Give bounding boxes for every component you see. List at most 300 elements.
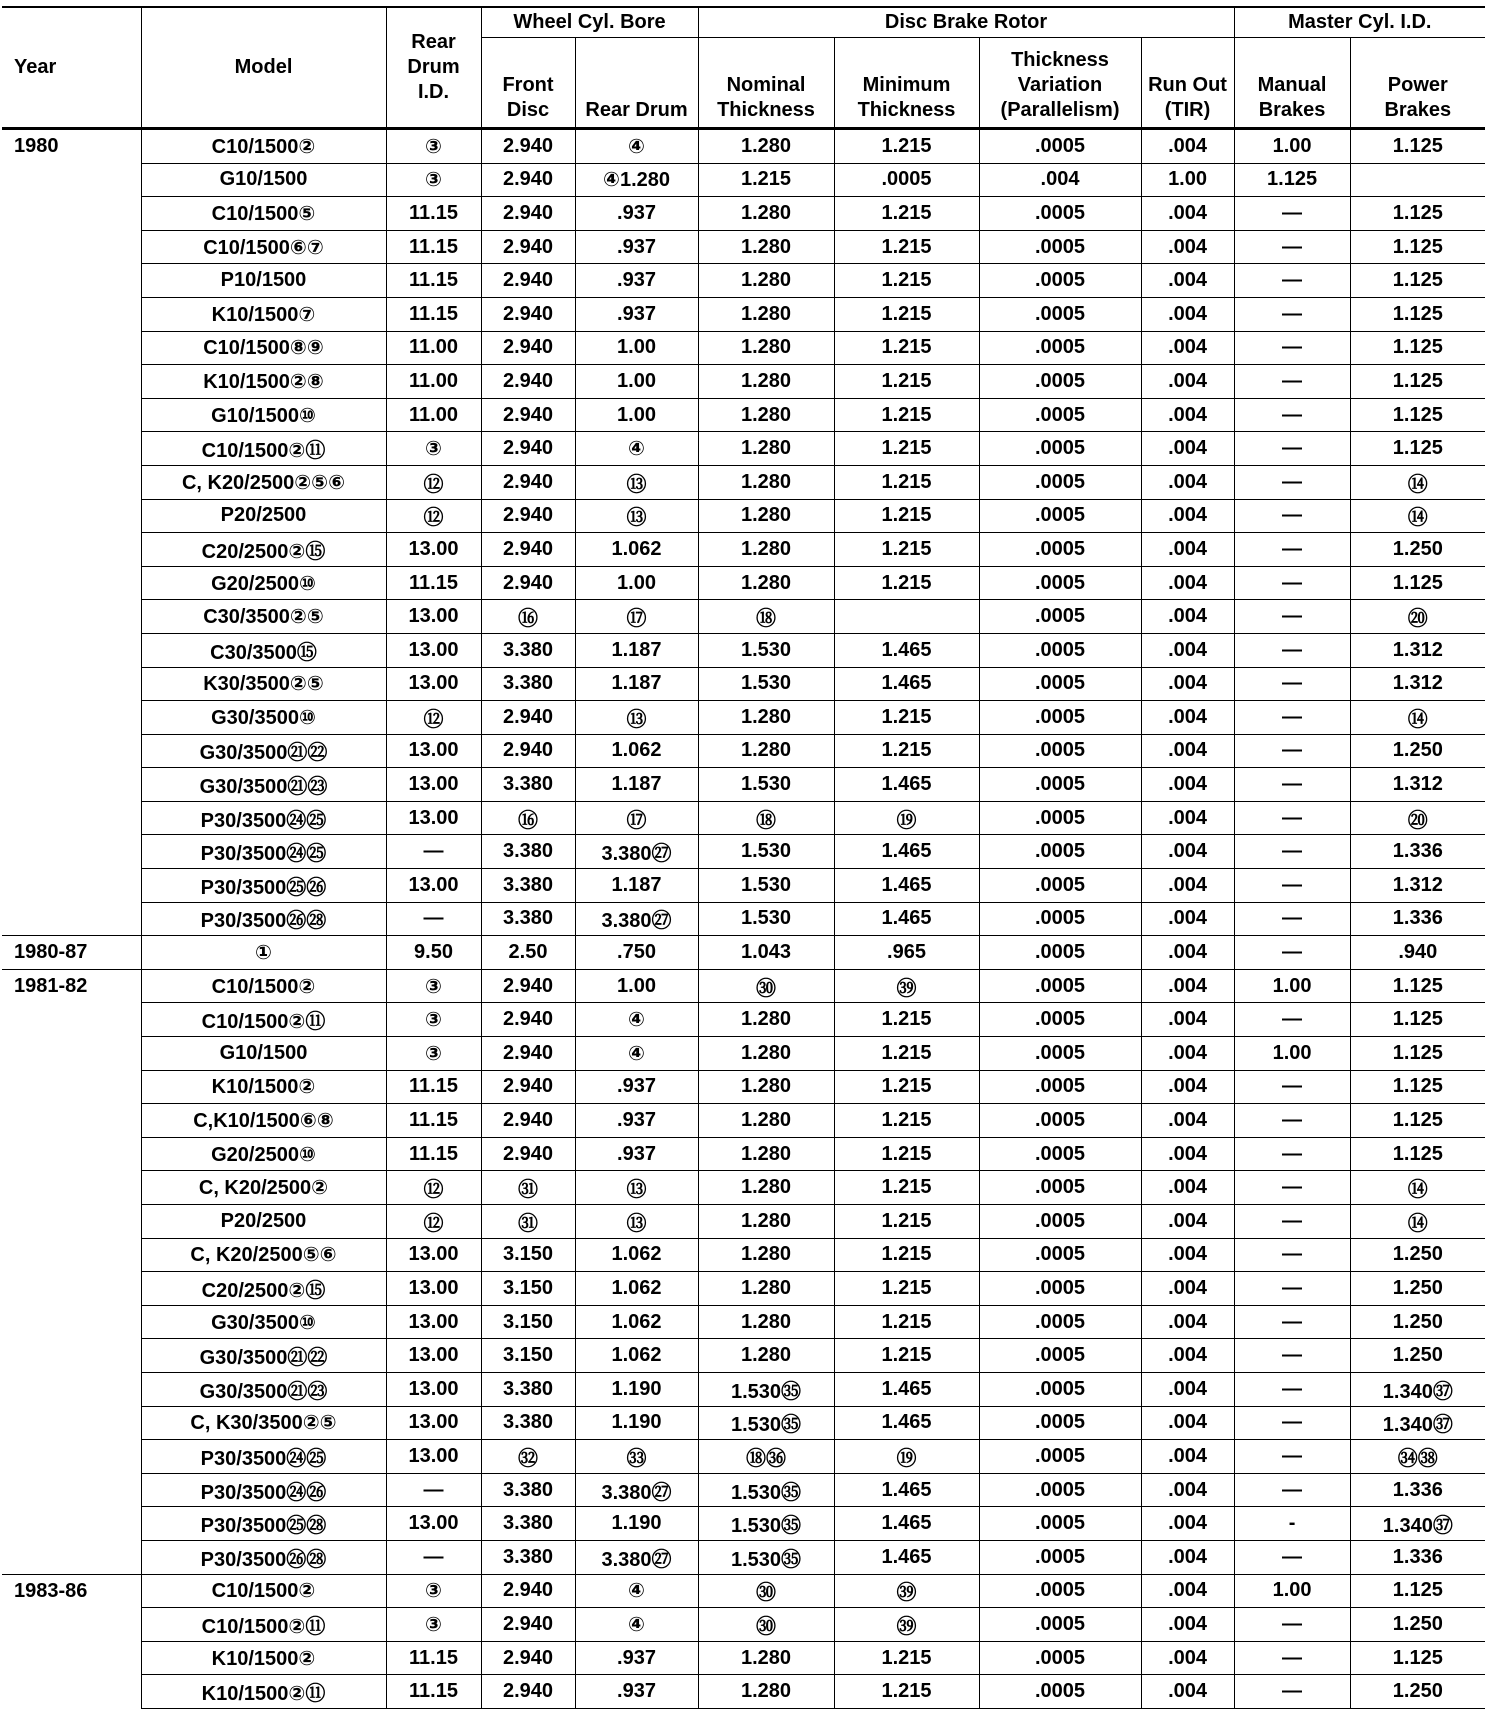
cell-rear-drum: ④ (575, 1574, 698, 1608)
cell-front-disc: 2.940 (481, 297, 575, 331)
cell-front-disc: 2.940 (481, 432, 575, 466)
cell-nominal-thickness: 1.280 (698, 465, 834, 499)
cell-year (2, 1473, 141, 1507)
table-row (2, 1641, 1485, 1675)
cell-rear-drum: 1.062 (575, 533, 698, 567)
cell-front-disc: 2.940 (481, 197, 575, 231)
cell-run-out: .004 (1141, 902, 1234, 936)
cell-run-out: .004 (1141, 1339, 1234, 1373)
cell-thickness-variation: .0005 (979, 1205, 1141, 1239)
col-minimum-thickness-header: Minimum Thickness (834, 38, 979, 129)
cell-manual-brakes: 1.00 (1234, 129, 1350, 164)
cell-manual-brakes: — (1234, 1205, 1350, 1239)
cell-rear-drum: ⑬ (575, 1205, 698, 1239)
cell-manual-brakes: — (1234, 499, 1350, 533)
group-master-cyl-id: Master Cyl. I.D. (1234, 8, 1485, 38)
cell-run-out: .004 (1141, 1540, 1234, 1574)
cell-rear-drum-id: 13.00 (386, 1507, 481, 1541)
cell-run-out: .004 (1141, 801, 1234, 835)
cell-rear-drum: .937 (575, 1675, 698, 1709)
cell-thickness-variation: .0005 (979, 197, 1141, 231)
cell-run-out: .004 (1141, 1137, 1234, 1171)
cell-model: G20/2500⑩ (141, 1137, 386, 1171)
cell-minimum-thickness: 1.215 (834, 1171, 979, 1205)
cell-thickness-variation: .0005 (979, 936, 1141, 970)
cell-rear-drum-id: ⑫ (386, 701, 481, 735)
cell-thickness-variation: .0005 (979, 1238, 1141, 1272)
cell-rear-drum-id: ③ (386, 163, 481, 197)
cell-run-out: .004 (1141, 936, 1234, 970)
cell-nominal-thickness: 1.280 (698, 1205, 834, 1239)
cell-manual-brakes: — (1234, 768, 1350, 802)
cell-thickness-variation: .0005 (979, 1339, 1141, 1373)
cell-front-disc: 2.940 (481, 1675, 575, 1709)
cell-minimum-thickness: 1.215 (834, 230, 979, 264)
cell-nominal-thickness: 1.530㉟ (698, 1406, 834, 1440)
cell-front-disc: 2.940 (481, 1608, 575, 1642)
cell-year (2, 533, 141, 567)
cell-run-out: .004 (1141, 1641, 1234, 1675)
table-row (2, 633, 1485, 667)
table-row (2, 398, 1485, 432)
cell-nominal-thickness: 1.280 (698, 1675, 834, 1709)
cell-run-out: .004 (1141, 667, 1234, 701)
cell-model: G10/1500 (141, 1037, 386, 1071)
cell-nominal-thickness: 1.280 (698, 1037, 834, 1071)
cell-year (2, 1037, 141, 1071)
cell-thickness-variation: .0005 (979, 869, 1141, 903)
cell-thickness-variation: .0005 (979, 1003, 1141, 1037)
cell-power-brakes: 1.125 (1350, 264, 1485, 298)
cell-run-out: .004 (1141, 1473, 1234, 1507)
cell-thickness-variation: .0005 (979, 129, 1141, 164)
cell-nominal-thickness: 1.280 (698, 197, 834, 231)
cell-front-disc: 3.380 (481, 633, 575, 667)
cell-year (2, 801, 141, 835)
cell-thickness-variation: .0005 (979, 1608, 1141, 1642)
cell-model: C, K20/2500② (141, 1171, 386, 1205)
cell-run-out: .004 (1141, 835, 1234, 869)
cell-year (2, 1675, 141, 1709)
table-row (2, 331, 1485, 365)
cell-minimum-thickness: 1.215 (834, 264, 979, 298)
table-row (2, 667, 1485, 701)
table-row (2, 1406, 1485, 1440)
cell-run-out: .004 (1141, 1272, 1234, 1306)
table-row (2, 1440, 1485, 1474)
cell-minimum-thickness: ㊴ (834, 969, 979, 1003)
cell-thickness-variation: .0005 (979, 1305, 1141, 1339)
cell-model: C10/1500② (141, 129, 386, 164)
cell-minimum-thickness: 1.215 (834, 1070, 979, 1104)
cell-rear-drum: 1.062 (575, 1339, 698, 1373)
cell-run-out: .004 (1141, 1440, 1234, 1474)
cell-thickness-variation: .0005 (979, 297, 1141, 331)
cell-thickness-variation: .0005 (979, 566, 1141, 600)
cell-manual-brakes: 1.00 (1234, 1037, 1350, 1071)
table-row (2, 1574, 1485, 1608)
cell-power-brakes: 1.250 (1350, 1608, 1485, 1642)
cell-nominal-thickness: 1.280 (698, 398, 834, 432)
cell-minimum-thickness: 1.215 (834, 734, 979, 768)
cell-minimum-thickness: 1.465 (834, 667, 979, 701)
cell-model: K10/1500⑦ (141, 297, 386, 331)
cell-nominal-thickness: 1.530 (698, 633, 834, 667)
cell-front-disc: 2.940 (481, 1574, 575, 1608)
cell-front-disc: 2.940 (481, 465, 575, 499)
cell-rear-drum-id: 13.00 (386, 600, 481, 634)
cell-model: G10/1500⑩ (141, 398, 386, 432)
cell-thickness-variation: .0005 (979, 633, 1141, 667)
table-row (2, 1507, 1485, 1541)
cell-power-brakes: 1.125 (1350, 297, 1485, 331)
cell-nominal-thickness: 1.280 (698, 1641, 834, 1675)
cell-front-disc: 2.940 (481, 701, 575, 735)
cell-rear-drum-id: 9.50 (386, 936, 481, 970)
cell-model: ① (141, 936, 386, 970)
cell-rear-drum-id: ⑫ (386, 499, 481, 533)
cell-year (2, 365, 141, 399)
cell-thickness-variation: .004 (979, 163, 1141, 197)
cell-front-disc: 3.380 (481, 835, 575, 869)
cell-manual-brakes: — (1234, 633, 1350, 667)
table-row (2, 1037, 1485, 1071)
cell-front-disc: 3.150 (481, 1339, 575, 1373)
cell-minimum-thickness: 1.215 (834, 1675, 979, 1709)
cell-nominal-thickness: 1.530㉟ (698, 1473, 834, 1507)
table-row (2, 936, 1485, 970)
table-row (2, 701, 1485, 735)
cell-year (2, 835, 141, 869)
cell-power-brakes: 1.125 (1350, 1137, 1485, 1171)
cell-rear-drum-id: 11.15 (386, 1641, 481, 1675)
cell-run-out: .004 (1141, 869, 1234, 903)
cell-manual-brakes: — (1234, 1540, 1350, 1574)
cell-rear-drum-id: 13.00 (386, 1440, 481, 1474)
cell-power-brakes (1350, 163, 1485, 197)
cell-year (2, 768, 141, 802)
cell-front-disc: 2.940 (481, 331, 575, 365)
cell-front-disc: 2.940 (481, 566, 575, 600)
col-rear-drum-header: Rear Drum (575, 38, 698, 129)
cell-nominal-thickness: 1.280 (698, 264, 834, 298)
cell-manual-brakes: — (1234, 1070, 1350, 1104)
cell-power-brakes: 1.125 (1350, 432, 1485, 466)
cell-model: C10/1500②⑪ (141, 1608, 386, 1642)
cell-nominal-thickness: 1.280 (698, 499, 834, 533)
cell-thickness-variation: .0005 (979, 768, 1141, 802)
cell-year (2, 1305, 141, 1339)
cell-rear-drum-id: 11.00 (386, 398, 481, 432)
cell-manual-brakes: — (1234, 1238, 1350, 1272)
table-row (2, 1238, 1485, 1272)
col-manual-brakes-header: Manual Brakes (1234, 38, 1350, 129)
cell-nominal-thickness: 1.530㉟ (698, 1372, 834, 1406)
cell-power-brakes: 1.336 (1350, 835, 1485, 869)
table-row (2, 1372, 1485, 1406)
cell-front-disc: ㉛ (481, 1171, 575, 1205)
cell-rear-drum: 3.380㉗ (575, 1540, 698, 1574)
cell-front-disc: 3.380 (481, 902, 575, 936)
cell-front-disc: 2.940 (481, 129, 575, 164)
brake-specifications-table (2, 8, 1485, 1709)
cell-rear-drum-id: 11.15 (386, 1070, 481, 1104)
table-row (2, 1473, 1485, 1507)
cell-year (2, 633, 141, 667)
cell-model: P30/3500㉖㉘ (141, 902, 386, 936)
cell-thickness-variation: .0005 (979, 734, 1141, 768)
cell-year: 1980 (14, 135, 59, 158)
cell-run-out: .004 (1141, 398, 1234, 432)
cell-minimum-thickness: 1.215 (834, 1238, 979, 1272)
cell-model: P10/1500 (141, 264, 386, 298)
cell-manual-brakes: — (1234, 869, 1350, 903)
cell-power-brakes: 1.340㊲ (1350, 1372, 1485, 1406)
table-row (2, 1205, 1485, 1239)
cell-run-out: .004 (1141, 197, 1234, 231)
cell-run-out: .004 (1141, 499, 1234, 533)
cell-thickness-variation: .0005 (979, 1037, 1141, 1071)
cell-rear-drum: ⑬ (575, 701, 698, 735)
cell-minimum-thickness: 1.215 (834, 398, 979, 432)
cell-run-out: .004 (1141, 1037, 1234, 1071)
cell-rear-drum: .937 (575, 1104, 698, 1138)
cell-front-disc: ⑯ (481, 801, 575, 835)
cell-power-brakes: .940 (1350, 936, 1485, 970)
cell-minimum-thickness: 1.215 (834, 1305, 979, 1339)
cell-minimum-thickness: ⑲ (834, 801, 979, 835)
cell-rear-drum: ④ (575, 129, 698, 164)
cell-thickness-variation: .0005 (979, 331, 1141, 365)
col-power-brakes-header: Power Brakes (1350, 38, 1485, 129)
cell-rear-drum-id: 13.00 (386, 869, 481, 903)
cell-power-brakes: 1.125 (1350, 129, 1485, 164)
cell-minimum-thickness: 1.465 (834, 1372, 979, 1406)
header-group-row (2, 8, 1485, 38)
table-row (2, 163, 1485, 197)
cell-model: C10/1500② (141, 969, 386, 1003)
cell-nominal-thickness: 1.280 (698, 1104, 834, 1138)
cell-manual-brakes: 1.00 (1234, 969, 1350, 1003)
cell-run-out: .004 (1141, 264, 1234, 298)
cell-rear-drum-id: 13.00 (386, 1406, 481, 1440)
cell-power-brakes: 1.125 (1350, 969, 1485, 1003)
cell-thickness-variation: .0005 (979, 701, 1141, 735)
group-wheel-cyl-bore: Wheel Cyl. Bore (481, 8, 698, 38)
cell-nominal-thickness: 1.530 (698, 768, 834, 802)
cell-manual-brakes: — (1234, 1137, 1350, 1171)
cell-thickness-variation: .0005 (979, 1272, 1141, 1306)
cell-rear-drum-id: ③ (386, 432, 481, 466)
cell-year (2, 701, 141, 735)
cell-rear-drum: 1.187 (575, 633, 698, 667)
cell-nominal-thickness: ㉚ (698, 1608, 834, 1642)
cell-rear-drum: 1.187 (575, 667, 698, 701)
cell-rear-drum-id: — (386, 1473, 481, 1507)
cell-thickness-variation: .0005 (979, 1540, 1141, 1574)
cell-minimum-thickness: 1.465 (834, 902, 979, 936)
cell-minimum-thickness: 1.215 (834, 701, 979, 735)
col-front-disc-header: Front Disc (481, 38, 575, 129)
cell-run-out: .004 (1141, 1574, 1234, 1608)
cell-power-brakes: 1.312 (1350, 667, 1485, 701)
cell-run-out: .004 (1141, 365, 1234, 399)
cell-rear-drum-id: 11.15 (386, 566, 481, 600)
cell-thickness-variation: .0005 (979, 264, 1141, 298)
cell-run-out: .004 (1141, 432, 1234, 466)
cell-manual-brakes: — (1234, 1305, 1350, 1339)
cell-minimum-thickness: 1.465 (834, 1507, 979, 1541)
table-row (2, 1339, 1485, 1373)
cell-model: P20/2500 (141, 499, 386, 533)
cell-thickness-variation: .0005 (979, 600, 1141, 634)
cell-manual-brakes: — (1234, 1440, 1350, 1474)
cell-nominal-thickness: ⑱ (698, 801, 834, 835)
table-row (2, 1675, 1485, 1709)
cell-front-disc: 3.380 (481, 1406, 575, 1440)
cell-manual-brakes: — (1234, 600, 1350, 634)
table-row (2, 600, 1485, 634)
cell-rear-drum-id: 13.00 (386, 633, 481, 667)
cell-minimum-thickness: 1.215 (834, 1641, 979, 1675)
cell-rear-drum: 3.380㉗ (575, 835, 698, 869)
cell-nominal-thickness: 1.530㉟ (698, 1507, 834, 1541)
cell-front-disc: 2.940 (481, 264, 575, 298)
cell-year (2, 197, 141, 231)
table-row (2, 768, 1485, 802)
cell-year (2, 600, 141, 634)
cell-rear-drum: 1.187 (575, 869, 698, 903)
cell-thickness-variation: .0005 (979, 801, 1141, 835)
cell-rear-drum: 1.00 (575, 398, 698, 432)
cell-run-out: .004 (1141, 230, 1234, 264)
cell-run-out: .004 (1141, 1205, 1234, 1239)
cell-nominal-thickness: 1.043 (698, 936, 834, 970)
cell-rear-drum-id: 13.00 (386, 1372, 481, 1406)
cell-rear-drum: 1.190 (575, 1406, 698, 1440)
cell-front-disc: 2.940 (481, 533, 575, 567)
cell-run-out: 1.00 (1141, 163, 1234, 197)
table-row (2, 566, 1485, 600)
cell-minimum-thickness: 1.215 (834, 297, 979, 331)
table-row (2, 432, 1485, 466)
cell-power-brakes: ⑭ (1350, 1205, 1485, 1239)
cell-rear-drum-id: ③ (386, 1037, 481, 1071)
cell-front-disc: 2.940 (481, 734, 575, 768)
cell-manual-brakes: — (1234, 566, 1350, 600)
cell-manual-brakes: — (1234, 365, 1350, 399)
cell-rear-drum-id: 11.15 (386, 230, 481, 264)
cell-year (2, 1608, 141, 1642)
cell-minimum-thickness: .965 (834, 936, 979, 970)
cell-nominal-thickness: 1.280 (698, 432, 834, 466)
cell-manual-brakes: — (1234, 1372, 1350, 1406)
cell-run-out: .004 (1141, 1003, 1234, 1037)
cell-model: C30/3500⑮ (141, 633, 386, 667)
table-row (2, 499, 1485, 533)
cell-rear-drum: ④ (575, 432, 698, 466)
cell-nominal-thickness: 1.530㉟ (698, 1540, 834, 1574)
cell-front-disc: 2.940 (481, 1641, 575, 1675)
table-row (2, 197, 1485, 231)
cell-minimum-thickness: 1.215 (834, 1205, 979, 1239)
cell-rear-drum-id: — (386, 1540, 481, 1574)
cell-year (2, 734, 141, 768)
cell-thickness-variation: .0005 (979, 902, 1141, 936)
cell-run-out: .004 (1141, 129, 1234, 164)
cell-rear-drum-id: ⑫ (386, 1205, 481, 1239)
cell-thickness-variation: .0005 (979, 432, 1141, 466)
cell-nominal-thickness: ⑱ (698, 600, 834, 634)
cell-rear-drum: ⑰ (575, 600, 698, 634)
cell-year: 1983-86 (2, 1574, 141, 1608)
cell-power-brakes: 1.125 (1350, 1070, 1485, 1104)
cell-manual-brakes: — (1234, 331, 1350, 365)
table-row (2, 1608, 1485, 1642)
cell-run-out: .004 (1141, 768, 1234, 802)
cell-year (2, 1137, 141, 1171)
cell-rear-drum-id: 11.15 (386, 1675, 481, 1709)
table-row (2, 835, 1485, 869)
table-row (2, 1104, 1485, 1138)
cell-year (2, 432, 141, 466)
cell-front-disc: 2.50 (481, 936, 575, 970)
table-row (2, 969, 1485, 1003)
cell-thickness-variation: .0005 (979, 835, 1141, 869)
cell-manual-brakes: — (1234, 734, 1350, 768)
cell-thickness-variation: .0005 (979, 1372, 1141, 1406)
table-row (2, 734, 1485, 768)
cell-thickness-variation: .0005 (979, 533, 1141, 567)
cell-rear-drum-id: 13.00 (386, 734, 481, 768)
cell-minimum-thickness: 1.215 (834, 1137, 979, 1171)
cell-rear-drum-id: 11.15 (386, 197, 481, 231)
cell-thickness-variation: .0005 (979, 1507, 1141, 1541)
cell-rear-drum-id: 13.00 (386, 667, 481, 701)
table-row (2, 365, 1485, 399)
cell-front-disc: 2.940 (481, 1037, 575, 1071)
cell-rear-drum-id: 11.15 (386, 1104, 481, 1138)
cell-front-disc: 3.150 (481, 1238, 575, 1272)
cell-rear-drum: ④1.280 (575, 163, 698, 197)
cell-nominal-thickness: 1.530 (698, 869, 834, 903)
cell-minimum-thickness: 1.215 (834, 129, 979, 164)
cell-front-disc: ㉛ (481, 1205, 575, 1239)
cell-minimum-thickness: 1.465 (834, 1473, 979, 1507)
cell-rear-drum: .937 (575, 1137, 698, 1171)
cell-rear-drum: 1.190 (575, 1507, 698, 1541)
table-row (2, 1540, 1485, 1574)
cell-manual-brakes: — (1234, 1272, 1350, 1306)
cell-power-brakes: 1.125 (1350, 566, 1485, 600)
table-row (2, 1003, 1485, 1037)
cell-rear-drum-id: 11.15 (386, 1137, 481, 1171)
cell-rear-drum: 1.062 (575, 1305, 698, 1339)
cell-power-brakes: ⑭ (1350, 701, 1485, 735)
cell-manual-brakes: — (1234, 465, 1350, 499)
cell-model: G30/3500㉑㉓ (141, 768, 386, 802)
cell-minimum-thickness: 1.215 (834, 1339, 979, 1373)
cell-power-brakes: 1.125 (1350, 331, 1485, 365)
cell-year (2, 566, 141, 600)
cell-year (2, 1641, 141, 1675)
cell-minimum-thickness: 1.465 (834, 1540, 979, 1574)
cell-rear-drum: 1.00 (575, 365, 698, 399)
cell-year (2, 1070, 141, 1104)
cell-power-brakes: 1.125 (1350, 398, 1485, 432)
cell-rear-drum: 1.00 (575, 566, 698, 600)
cell-model: P20/2500 (141, 1205, 386, 1239)
